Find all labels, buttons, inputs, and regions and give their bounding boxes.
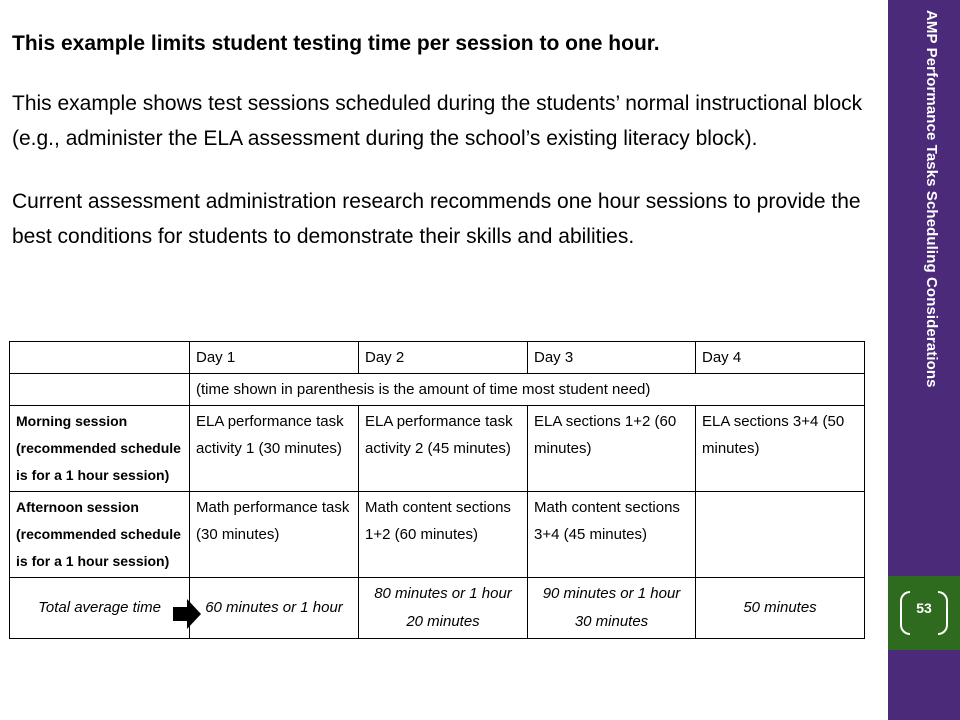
afternoon-day-2: Math content sections 1+2 (60 minutes) <box>359 492 528 578</box>
note-cell: (time shown in parenthesis is the amount of time most student need) <box>190 374 865 406</box>
header-cell <box>10 342 190 374</box>
afternoon-row <box>10 492 865 578</box>
total-day-4: 50 minutes <box>696 578 865 639</box>
morning-label: Morning session (recommended schedule is for a 1 hour session) <box>10 406 190 492</box>
heading: This example limits student testing time per session to one hour. <box>12 32 660 55</box>
afternoon-day-4 <box>696 492 865 578</box>
header-day-4: Day 4 <box>696 342 865 374</box>
afternoon-day-3: Math content sections 3+4 (45 minutes) <box>528 492 696 578</box>
paragraph-schedule: This example shows test sessions scheduled during the students’ normal instructional block (e.g., administer the ELA assessment during the school’s existing literacy block). <box>12 92 863 150</box>
morning-row <box>10 406 865 492</box>
main-text <box>12 30 874 254</box>
morning-day-2: ELA performance task activity 2 (45 minutes) <box>359 406 528 492</box>
sidebar-title: AMP Performance Tasks Scheduling Considerations <box>923 10 940 388</box>
total-day-1: 60 minutes or 1 hour <box>190 578 359 639</box>
total-label: Total average time <box>38 599 161 616</box>
total-day-3: 90 minutes or 1 hour 30 minutes <box>528 578 696 639</box>
header-day-2: Day 2 <box>359 342 528 374</box>
right-bracket-icon <box>938 591 948 635</box>
header-day-1: Day 1 <box>190 342 359 374</box>
morning-day-4: ELA sections 3+4 (50 minutes) <box>696 406 865 492</box>
afternoon-label: Afternoon session (recommended schedule is for a 1 hour session) <box>10 492 190 578</box>
morning-day-1: ELA performance task activity 1 (30 minutes) <box>190 406 359 492</box>
header-day-3: Day 3 <box>528 342 696 374</box>
page-number: 53 <box>916 600 932 616</box>
total-row <box>10 578 865 639</box>
note-row <box>10 374 865 406</box>
morning-day-3: ELA sections 1+2 (60 minutes) <box>528 406 696 492</box>
paragraph-research: Current assessment administration research recommends one hour sessions to provide the best conditions for students to demonstrate their skills and abilities. <box>12 190 861 248</box>
page-number-box <box>888 576 960 650</box>
afternoon-day-1: Math performance task (30 minutes) <box>190 492 359 578</box>
total-label-cell <box>10 578 190 639</box>
total-day-2: 80 minutes or 1 hour 20 minutes <box>359 578 528 639</box>
header-row <box>10 342 865 374</box>
right-arrow-icon <box>173 599 201 629</box>
schedule-table <box>9 341 865 639</box>
note-spacer-cell <box>10 374 190 406</box>
